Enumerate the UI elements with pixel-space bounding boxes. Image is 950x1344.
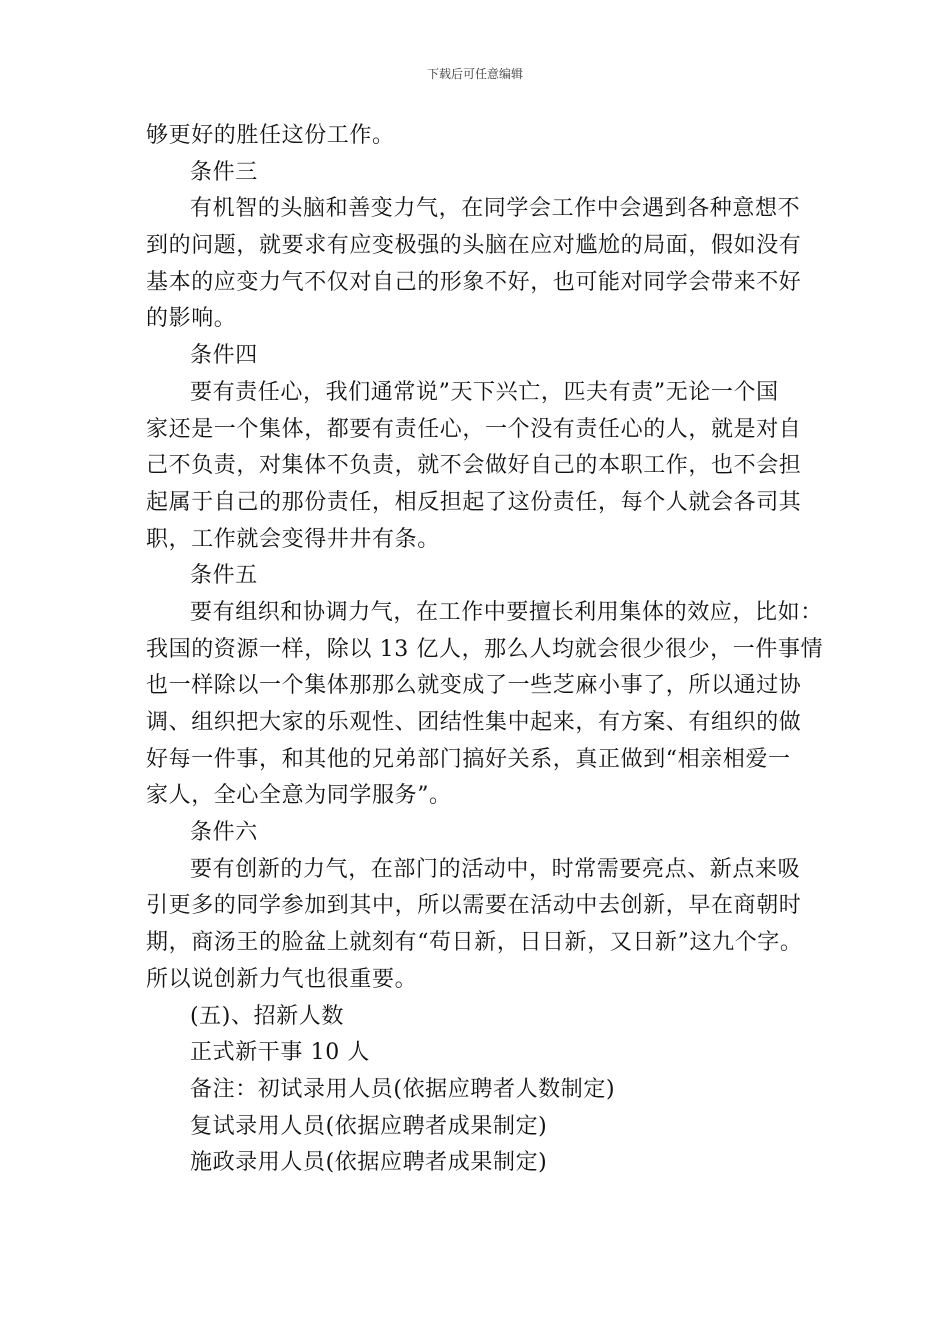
text-line: 己不负责，对集体不负责，就不会做好自己的本职工作，也不会担 (146, 453, 802, 479)
text-line: 条件三 (190, 159, 258, 185)
text-line: 要有组织和协调力气，在工作中要擅长利用集体的效应，比如： (190, 599, 823, 625)
text-line: 要有责任心，我们通常说”天下兴亡，匹夫有责”无论一个国 (190, 379, 779, 405)
text-line: 好每一件事，和其他的兄弟部门搞好关系，真正做到“相亲相爱一 (146, 746, 791, 772)
text-line: 要有创新的力气，在部门的活动中，时常需要亮点、新点来吸 (190, 856, 801, 882)
text-line: 的影响。 (146, 306, 237, 332)
text-line: 我国的资源一样，除以 13 亿人，那么人均就会很少很少，一件事情 (146, 636, 824, 662)
text-line: 正式新干事 10 人 (190, 1040, 370, 1066)
text-line: 期，商汤王的脸盆上就刻有“苟日新，日日新，又日新”这九个字。 (146, 930, 803, 956)
page-header-note: 下载后可任意编辑 (426, 67, 523, 81)
text-line: (五)、招新人数 (190, 1003, 344, 1029)
text-line: 家还是一个集体，都要有责任心，一个没有责任心的人，就是对自 (146, 416, 802, 442)
text-line: 引更多的同学参加到其中，所以需要在活动中去创新，早在商朝时 (146, 893, 802, 919)
text-line: 家人，全心全意为同学服务”。 (146, 783, 452, 809)
text-line: 也一样除以一个集体那那么就变成了一些芝麻小事了，所以通过协 (146, 673, 802, 699)
text-line: 职，工作就会变得井井有条。 (146, 526, 440, 552)
text-line: 所以说创新力气也很重要。 (146, 966, 418, 992)
text-line: 调、组织把大家的乐观性、团结性集中起来，有方案、有组织的做 (146, 710, 802, 735)
text-line: 条件五 (190, 563, 258, 589)
text-line: 备注：初试录用人员(依据应聘者人数制定) (190, 1076, 616, 1102)
text-line: 复试录用人员(依据应聘者成果制定) (190, 1113, 548, 1139)
text-line: 条件六 (190, 820, 258, 846)
text-line: 条件四 (190, 343, 258, 369)
text-line: 基本的应变力气不仅对自己的形象不好，也可能对同学会带来不好 (146, 269, 802, 295)
text-line: 起属于自己的那份责任，相反担起了这份责任，每个人就会各司其 (146, 489, 802, 515)
text-line: 有机智的头脑和善变力气，在同学会工作中会遇到各种意想不 (190, 196, 801, 222)
document-body (146, 118, 826, 1182)
text-line: 够更好的胜任这份工作。 (146, 123, 395, 148)
text-line: 到的问题，就要求有应变极强的头脑在应对尴尬的局面，假如没有 (146, 233, 802, 259)
text-line: 施政录用人员(依据应聘者成果制定) (190, 1150, 548, 1176)
